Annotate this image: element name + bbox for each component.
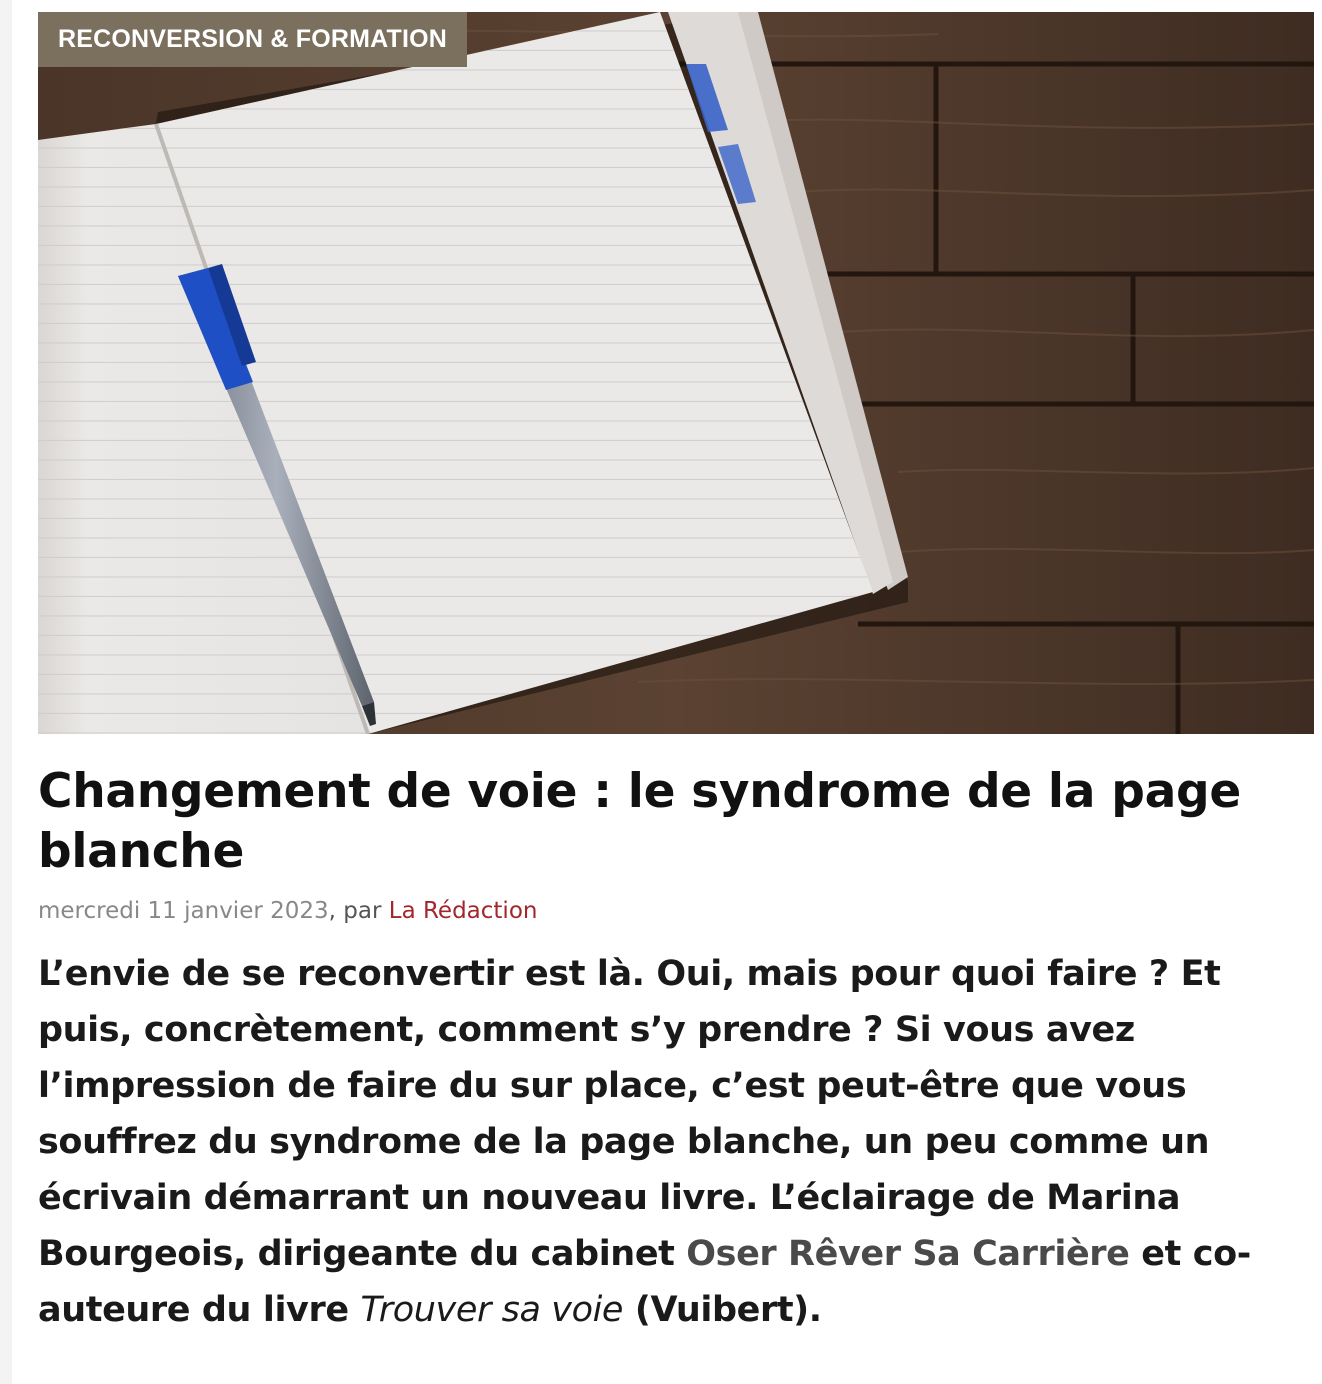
article-meta xyxy=(38,896,1314,926)
lede-text-1: L’envie de se reconvertir est là. Oui, mais pour quoi faire ? Et puis, concrètement, comment s’y prendre ? Si vous avez l’impression de faire du sur place, c’est peut-être que vous souffrez du syndrome de la page blanche, un peu comme un écrivain démarrant un nouveau livre. L’éclairage de Marina Bourgeois, dirigeante du cabinet xyxy=(38,954,1221,1274)
publish-date: mercredi 11 janvier 2023 xyxy=(38,898,329,924)
lede-text-2: et co-auteure du livre xyxy=(38,1234,1251,1330)
article-lede xyxy=(38,946,1310,1338)
article-title[interactable]: Changement de voie : le syndrome de la page blanche xyxy=(38,764,1241,879)
byline-label: , par xyxy=(328,898,389,924)
category-badge[interactable]: RECONVERSION & FORMATION xyxy=(38,12,467,67)
page-left-edge xyxy=(0,0,12,1384)
lede-text-3: (Vuibert). xyxy=(623,1290,822,1330)
article-card xyxy=(38,12,1314,1338)
author-link[interactable]: La Rédaction xyxy=(388,898,538,924)
article-hero-image[interactable] xyxy=(38,12,1314,734)
book-title: Trouver sa voie xyxy=(360,1290,624,1330)
notebook-on-wood-illustration xyxy=(38,12,1314,734)
cabinet-link[interactable]: Oser Rêver Sa Carrière xyxy=(686,1234,1130,1274)
